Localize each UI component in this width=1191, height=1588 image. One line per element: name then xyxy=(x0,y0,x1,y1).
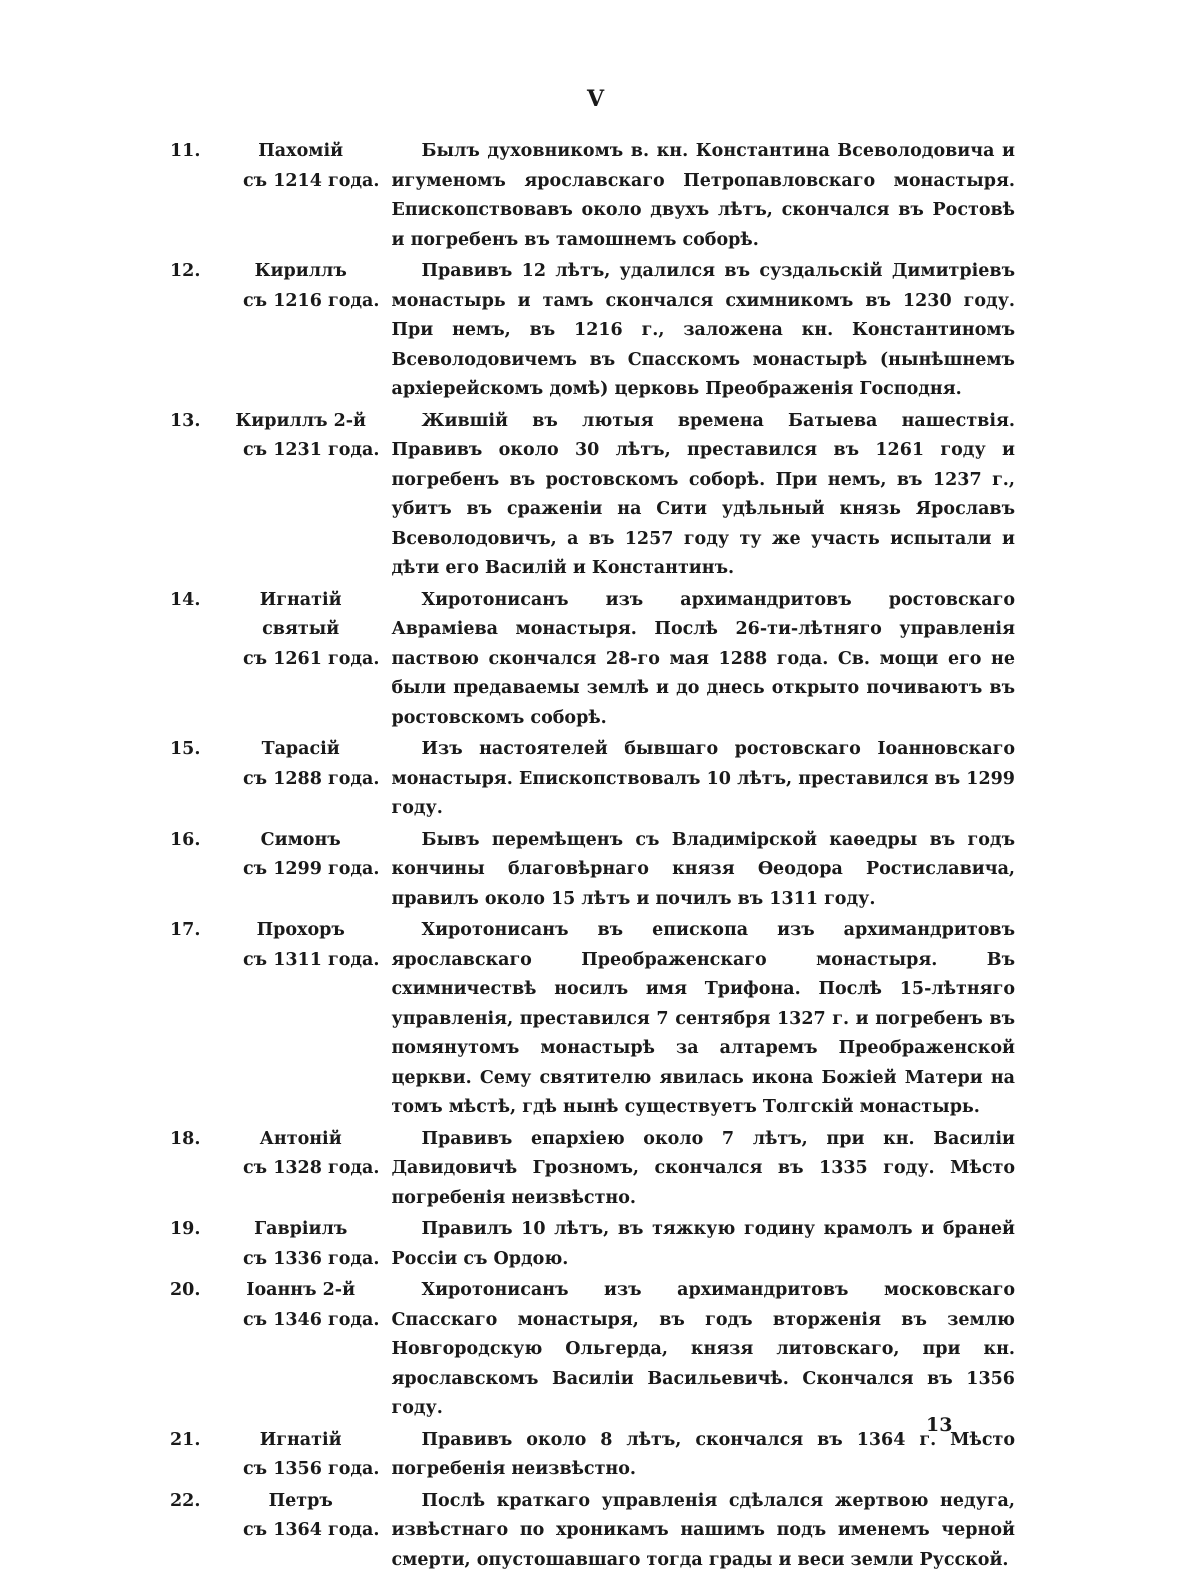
entry-name: Петръ xyxy=(268,1490,333,1511)
entry-year: съ 1356 года. xyxy=(243,1459,380,1479)
page-number: 13 xyxy=(926,1414,953,1436)
entry-name: Игнатій святый xyxy=(259,589,342,639)
entry-text: Хиротонисанъ изъ архимандритовъ ростовскаго Авраміева монастыря. Послѣ 26-ти-лѣтняго управленія паствою скончался 28-го мая 1288 года. Св. мощи его не были предаваемы землѣ и до днесь открыто почиваютъ въ ростовскомъ соборѣ. xyxy=(391,589,1015,728)
entry-heading xyxy=(222,586,380,675)
entry-number: 18. xyxy=(170,1128,201,1149)
entry-name: Антоній xyxy=(259,1128,342,1149)
entry-heading xyxy=(222,826,380,885)
entry-name: Игнатій xyxy=(259,1429,342,1450)
entry-heading xyxy=(222,916,380,975)
entry-heading xyxy=(222,1125,380,1184)
list-item xyxy=(170,826,1015,915)
entry-number: 20. xyxy=(170,1280,201,1300)
entry-text: Правивъ около 8 лѣтъ, скончался въ 1364 г. Мѣсто погребенія неизвѣстно. xyxy=(391,1429,1015,1479)
entry-text: Жившій въ лютыя времена Батыева нашествія. Правивъ около 30 лѣтъ, преставился въ 1261 году и погребенъ въ ростовскомъ соборѣ. При немъ, въ 1237 г., убитъ въ сраженіи на Сити удѣльный князь Ярославъ Всеволодовичъ, а въ 1257 году ту же участь испытали и дѣти его Василій и Константинъ. xyxy=(391,410,1015,578)
entry-year: съ 1336 года. xyxy=(243,1248,380,1269)
entry-heading xyxy=(222,735,380,794)
entry-heading xyxy=(222,257,380,316)
entry-heading xyxy=(222,1426,380,1485)
bishops-list xyxy=(170,137,1015,1577)
entry-name: Симонъ xyxy=(260,829,341,850)
entry-text: Былъ духовникомъ в. кн. Константина Всеволодовича и игуменомъ ярославскаго Петропавловскаго монастыря. Епископствовавъ около двухъ лѣтъ, скончался въ Ростовѣ и погребенъ въ тамошнемъ соборѣ. xyxy=(391,141,1015,250)
list-item xyxy=(170,137,1015,255)
entry-heading xyxy=(222,137,380,196)
entry-year: съ 1364 года. xyxy=(243,1520,380,1540)
entry-number: 13. xyxy=(170,410,201,431)
entry-number: 11. xyxy=(170,141,201,161)
list-item xyxy=(170,407,1015,584)
entry-text: Хиротонисанъ изъ архимандритовъ московскаго Спасскаго монастыря, въ годъ вторженія въ землю Новгородскую Ольгерда, князя литовскаго, при кн. ярославскомъ Василіи Васильевичѣ. Скончался въ 1356 году. xyxy=(391,1280,1015,1418)
entry-year: съ 1328 года. xyxy=(243,1158,380,1178)
entry-year: съ 1288 года. xyxy=(243,768,380,789)
entry-text: Правивъ епархіею около 7 лѣтъ, при кн. Василіи Давидовичѣ Грозномъ, скончался въ 1335 году. Мѣсто погребенія неизвѣстно. xyxy=(391,1128,1015,1208)
entry-number: 16. xyxy=(170,829,201,850)
entry-name: Гавріилъ xyxy=(254,1219,348,1239)
entry-number: 19. xyxy=(170,1219,201,1239)
entry-year: съ 1299 года. xyxy=(243,859,380,879)
entry-heading xyxy=(222,407,380,466)
entry-text: Послѣ краткаго управленія сдѣлался жертвою недуга, извѣстнаго по хроникамъ нашимъ подъ именемъ черной смерти, опустошавшаго тогда грады и веси земли Русской. xyxy=(391,1490,1015,1570)
entry-name: Тарасій xyxy=(261,739,340,759)
entry-number: 17. xyxy=(170,920,201,940)
entry-text: Хиротонисанъ въ епископа изъ архимандритовъ ярославскаго Преображенскаго монастыря. Въ схимничествѣ носилъ имя Трифона. Послѣ 15-лѣтняго управленія, преставился 7 сентября 1327 г. и погребенъ въ помянутомъ монастырѣ за алтаремъ Преображенской церкви. Сему святителю явилась икона Божіей Матери на томъ мѣстѣ, гдѣ нынѣ существуетъ Толгскій монастырь. xyxy=(391,920,1015,1117)
list-item xyxy=(170,1125,1015,1214)
entry-name: Прохоръ xyxy=(256,920,345,940)
list-item xyxy=(170,735,1015,824)
entry-heading xyxy=(222,1215,380,1274)
entry-year: съ 1261 года. xyxy=(243,648,380,669)
entry-number: 21. xyxy=(170,1429,201,1450)
page-header-numeral: V xyxy=(586,86,605,112)
entry-number: 12. xyxy=(170,261,201,281)
entry-name: Іоаннъ 2-й xyxy=(246,1280,356,1300)
list-item xyxy=(170,586,1015,734)
entry-heading xyxy=(222,1487,380,1546)
list-item xyxy=(170,916,1015,1123)
entry-text: Изъ настоятелей бывшаго ростовскаго Іоанновскаго монастыря. Епископствовалъ 10 лѣтъ, преставился въ 1299 году. xyxy=(391,739,1015,818)
entry-year: съ 1311 года. xyxy=(243,949,380,970)
entry-name: Пахомій xyxy=(258,141,344,161)
list-item xyxy=(170,1215,1015,1274)
entry-text: Бывъ перемѣщенъ съ Владимірской каѳедры въ годъ кончины благовѣрнаго князя Ѳеодора Ростиславича, правилъ около 15 лѣтъ и почилъ въ 1311 году. xyxy=(391,829,1015,909)
entry-number: 15. xyxy=(170,739,201,759)
entry-number: 14. xyxy=(170,589,201,610)
entry-name: Кириллъ xyxy=(254,261,347,281)
list-item xyxy=(170,257,1015,405)
entry-name: Кириллъ 2-й xyxy=(235,410,367,431)
list-item xyxy=(170,1426,1015,1485)
entry-text: Правивъ 12 лѣтъ, удалился въ суздальскій Димитріевъ монастырь и тамъ скончался схимникомъ въ 1230 году. При немъ, въ 1216 г., заложена кн. Константиномъ Всеволодовичемъ въ Спасскомъ монастырѣ (нынѣшнемъ архіерейскомъ домѣ) церковь Преображенія Господня. xyxy=(391,261,1015,399)
entry-year: съ 1214 года. xyxy=(243,170,380,191)
entry-heading xyxy=(222,1276,380,1335)
entry-text: Правилъ 10 лѣтъ, въ тяжкую годину крамолъ и браней Россіи съ Ордою. xyxy=(391,1219,1015,1269)
entry-number: 22. xyxy=(170,1490,201,1511)
entry-year: съ 1216 года. xyxy=(243,290,380,311)
list-item xyxy=(170,1276,1015,1424)
entry-year: съ 1231 года. xyxy=(243,440,380,460)
list-item xyxy=(170,1487,1015,1576)
entry-year: съ 1346 года. xyxy=(243,1309,380,1330)
